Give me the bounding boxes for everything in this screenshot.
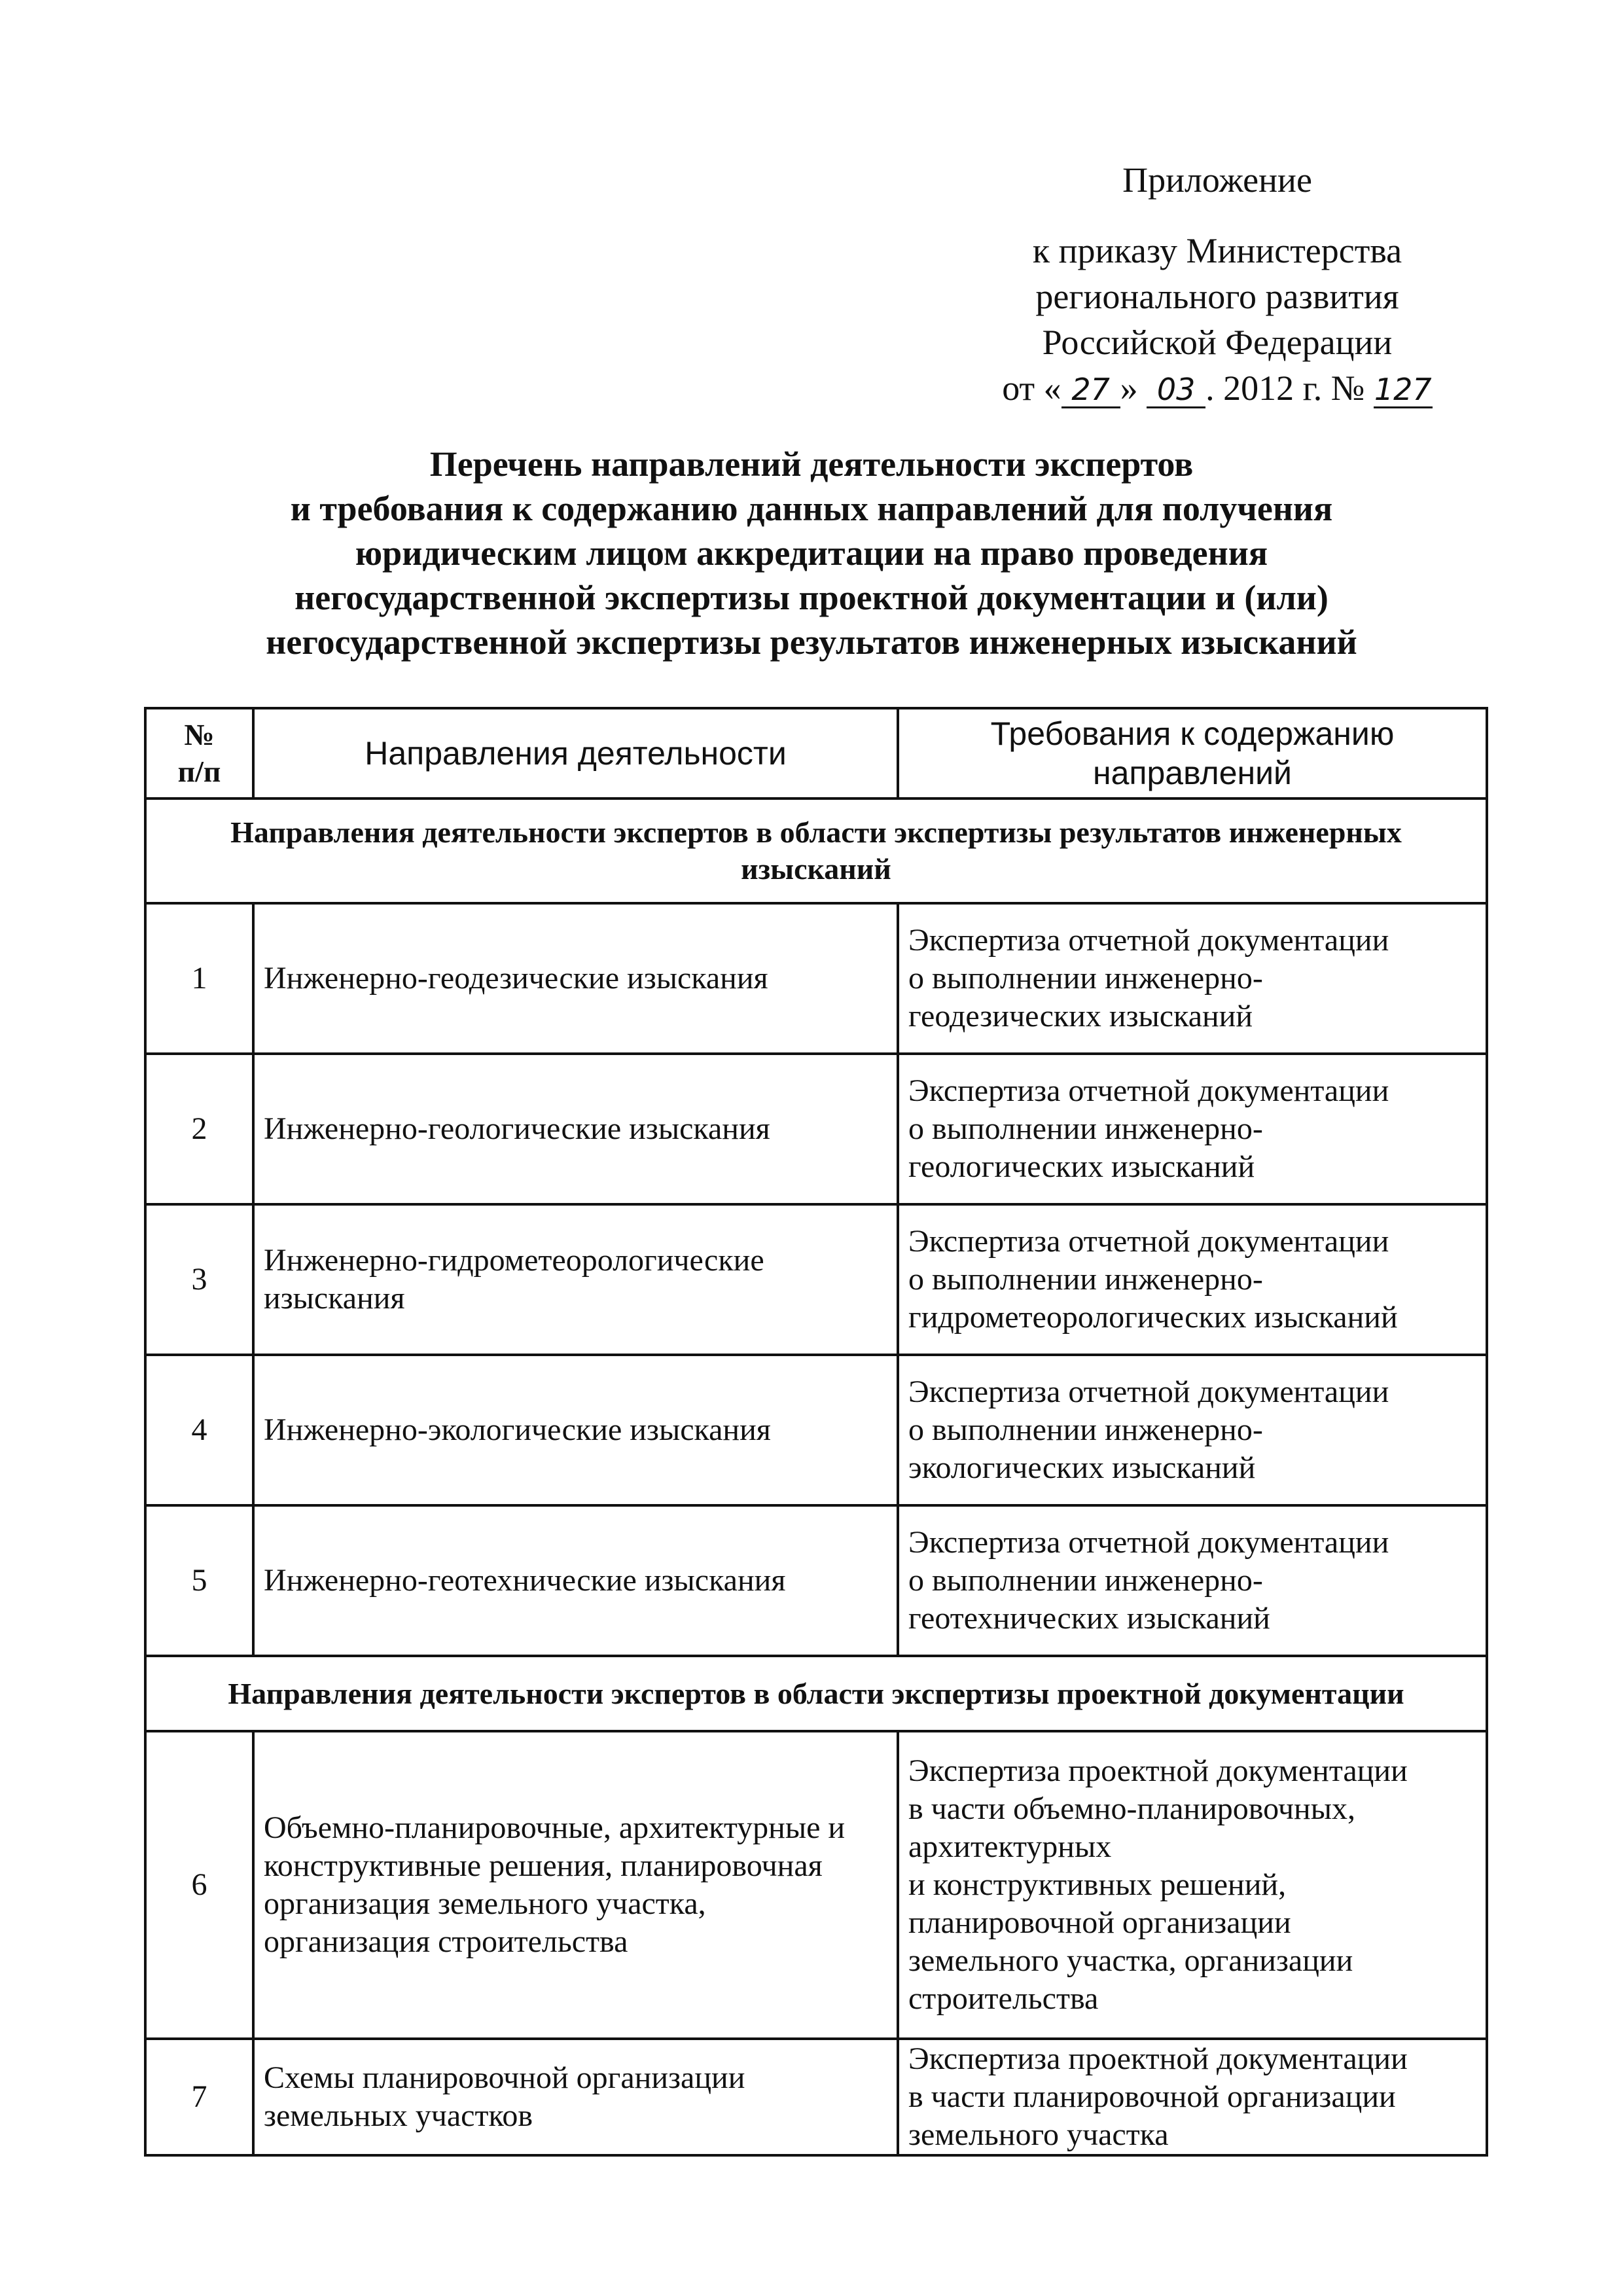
row-number: 5 [145, 1505, 253, 1656]
directions-table [144, 707, 1488, 2157]
row-direction [253, 1731, 898, 2039]
header-number-pp: п/п [177, 755, 221, 788]
requirements-line: строительства [908, 1981, 1099, 2016]
row-number: 1 [145, 903, 253, 1054]
row-direction [253, 1505, 898, 1656]
document-title [170, 442, 1453, 664]
requirements-line: Экспертиза отчетной документации [908, 923, 1389, 958]
table-row [145, 903, 1487, 1054]
requirements-line: о выполнении инженерно- [908, 961, 1263, 996]
title-line-3: юридическим лицом аккредитации на право проведения [355, 533, 1268, 573]
requirements-line: планировочной организации [908, 1905, 1291, 1940]
row-requirements [898, 1731, 1487, 2039]
direction-line: изыскания [264, 1281, 405, 1316]
direction-line: Инженерно-геотехнические изыскания [264, 1563, 786, 1598]
requirements-line: Экспертиза отчетной документации [908, 1073, 1389, 1108]
requirements-line: земельного участка [908, 2117, 1169, 2152]
row-requirements [898, 1204, 1487, 1355]
date-day-handwritten: 27 [1061, 372, 1120, 408]
requirements-line: и конструктивных решений, [908, 1867, 1287, 1902]
row-number: 2 [145, 1054, 253, 1204]
table-body [145, 798, 1487, 2155]
direction-line: конструктивные решения, планировочная [264, 1848, 823, 1883]
row-number: 7 [145, 2039, 253, 2155]
requirements-line: геотехнических изысканий [908, 1601, 1270, 1636]
row-direction [253, 1054, 898, 1204]
requirements-line: Экспертиза отчетной документации [908, 1374, 1389, 1409]
appendix-line-2: регионального развития [1035, 277, 1399, 316]
section-row-surveys [145, 798, 1487, 903]
requirements-line: геологических изысканий [908, 1149, 1255, 1184]
requirements-line: о выполнении инженерно- [908, 1412, 1263, 1447]
section-row-project-docs [145, 1656, 1487, 1731]
requirements-line: в части планировочной организации [908, 2079, 1396, 2114]
title-line-4: негосударственной экспертизы проектной документации и (или) [294, 578, 1329, 617]
appendix-title: Приложение [1122, 160, 1312, 200]
title-line-5: негосударственной экспертизы результатов инженерных изысканий [266, 622, 1357, 662]
requirements-line: о выполнении инженерно- [908, 1563, 1263, 1598]
table-row [145, 1204, 1487, 1355]
direction-line: организация строительства [264, 1924, 628, 1959]
appendix-line-3: Российской Федерации [1042, 323, 1393, 362]
row-number: 3 [145, 1204, 253, 1355]
direction-line: Инженерно-гидрометеорологические [264, 1243, 764, 1278]
direction-line: Инженерно-геодезические изыскания [264, 961, 768, 996]
direction-line: земельных участков [264, 2098, 533, 2133]
requirements-line: о выполнении инженерно- [908, 1111, 1263, 1146]
date-mid: » [1120, 368, 1138, 408]
direction-line: Инженерно-экологические изыскания [264, 1412, 771, 1447]
header-requirements: Требования к содержанию направлений [898, 708, 1487, 798]
title-line-1: Перечень направлений деятельности экспертов [429, 444, 1194, 484]
row-direction [253, 903, 898, 1054]
requirements-line: в части объемно-планировочных, [908, 1791, 1355, 1826]
table-row [145, 1054, 1487, 1204]
direction-line: Объемно-планировочные, архитектурные и [264, 1810, 846, 1845]
requirements-line: Экспертиза проектной документации [908, 2041, 1408, 2076]
date-month-handwritten: 03 [1147, 372, 1205, 408]
row-requirements [898, 1505, 1487, 1656]
section-title-project-docs: Направления деятельности экспертов в области экспертизы проектной документации [145, 1656, 1487, 1731]
row-requirements [898, 903, 1487, 1054]
table-row [145, 2039, 1487, 2155]
row-requirements [898, 1054, 1487, 1204]
table-row [145, 1505, 1487, 1656]
requirements-line: о выполнении инженерно- [908, 1262, 1263, 1297]
requirements-line: Экспертиза отчетной документации [908, 1224, 1389, 1259]
requirements-line: Экспертиза проектной документации [908, 1753, 1408, 1788]
date-year: . 2012 г. № [1205, 368, 1365, 408]
header-direction: Направления деятельности [253, 708, 898, 798]
title-line-2: и требования к содержанию данных направлений для получения [290, 489, 1333, 528]
requirements-line: Экспертиза отчетной документации [908, 1525, 1389, 1560]
order-number-handwritten: 127 [1374, 372, 1432, 407]
row-requirements [898, 1355, 1487, 1505]
appendix-line-1: к приказу Министерства [1032, 231, 1402, 270]
requirements-line: гидрометеорологических изысканий [908, 1300, 1398, 1335]
direction-line: Схемы планировочной организации [264, 2060, 745, 2095]
date-prefix: от « [1002, 368, 1061, 408]
row-direction [253, 1204, 898, 1355]
section-title-surveys: Направления деятельности экспертов в области экспертизы результатов инженерных изысканий [145, 798, 1487, 903]
requirements-line: архитектурных [908, 1829, 1112, 1864]
table-row [145, 1355, 1487, 1505]
requirements-line: экологических изысканий [908, 1450, 1256, 1485]
header-number [145, 708, 253, 798]
direction-line: Инженерно-геологические изыскания [264, 1111, 770, 1146]
row-number: 6 [145, 1731, 253, 2039]
requirements-line: земельного участка, организации [908, 1943, 1353, 1978]
table-row [145, 1731, 1487, 2039]
header-number-sign: № [184, 718, 215, 751]
appendix-block [969, 157, 1466, 411]
appendix-date-line [969, 365, 1466, 411]
direction-line: организация земельного участка, [264, 1886, 706, 1921]
requirements-line: геодезических изысканий [908, 999, 1253, 1033]
table-header-row [145, 708, 1487, 798]
row-number: 4 [145, 1355, 253, 1505]
row-direction [253, 1355, 898, 1505]
row-requirements [898, 2039, 1487, 2155]
row-direction [253, 2039, 898, 2155]
